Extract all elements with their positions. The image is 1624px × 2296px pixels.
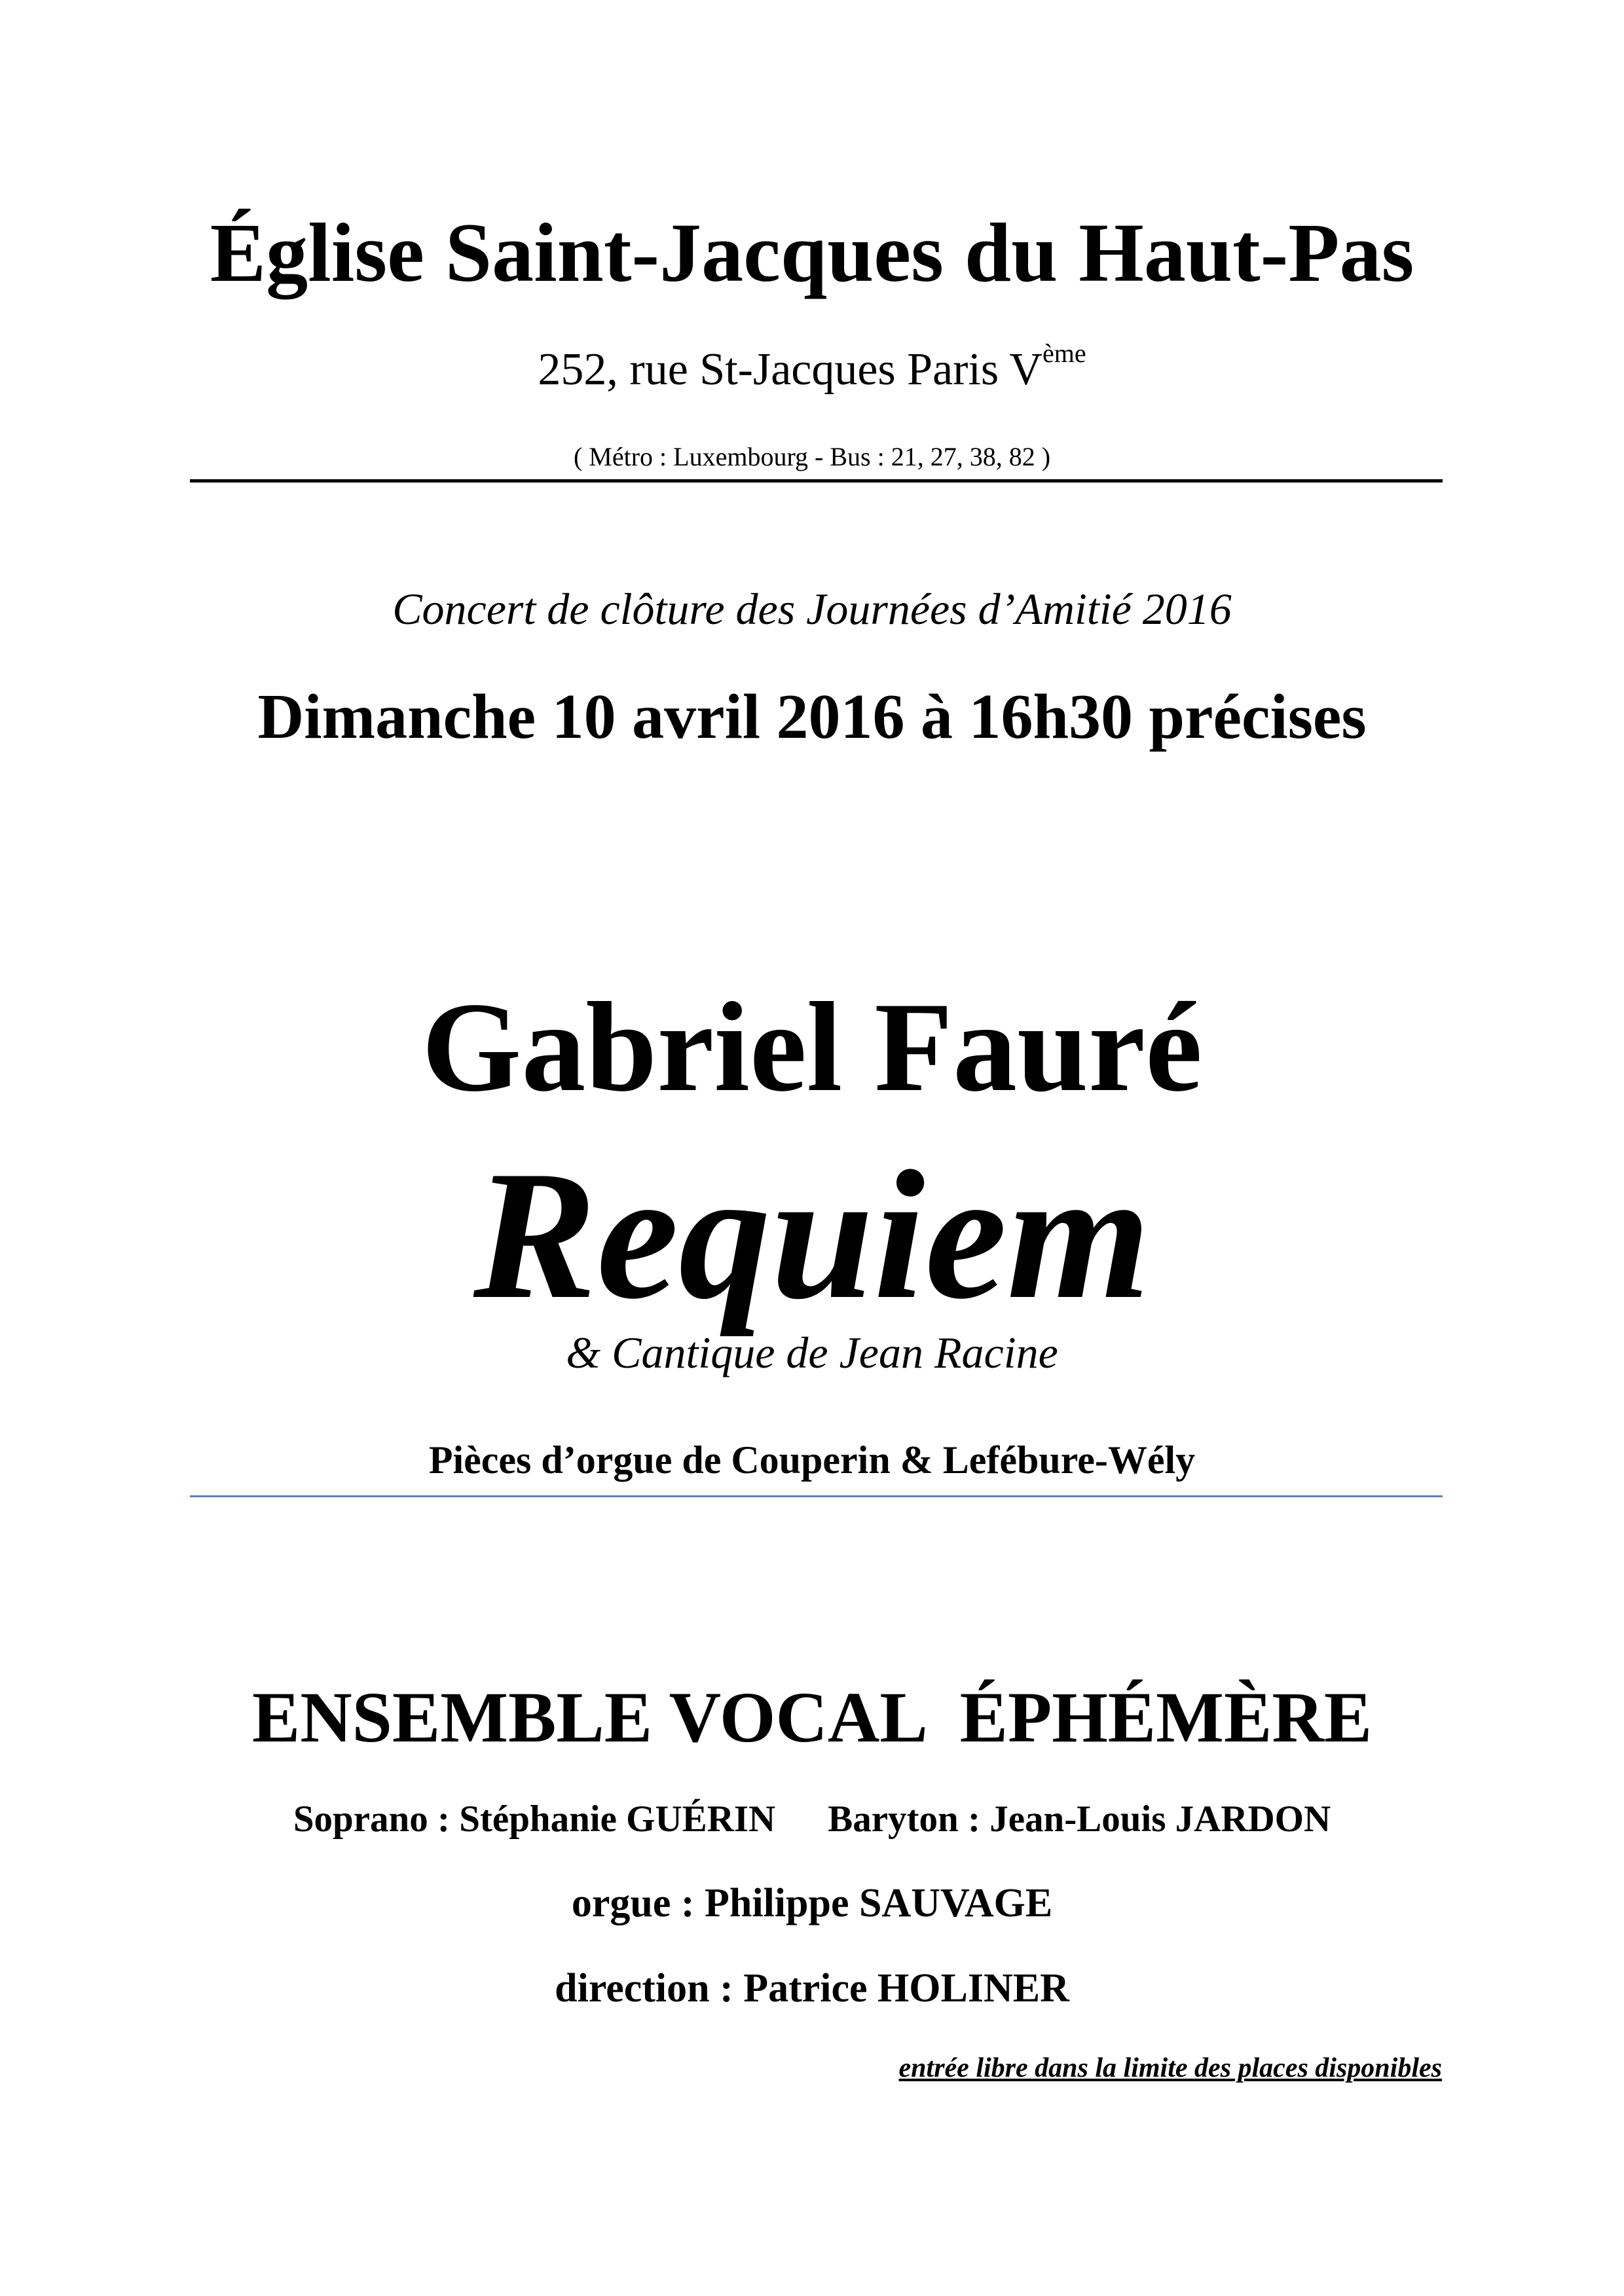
concert-date: Dimanche 10 avril 2016 à 16h30 précises	[257, 682, 1367, 752]
arrondissement-suffix: ème	[1042, 338, 1086, 368]
composer-name: Gabriel Fauré	[421, 976, 1203, 1118]
church-name: Église Saint-Jacques du Haut-Pas	[210, 206, 1414, 299]
program-divider	[190, 1495, 1443, 1497]
soprano-credit: Soprano : Stéphanie GUÉRIN	[293, 1798, 776, 1840]
transport-info: ( Métro : Luxembourg - Bus : 21, 27, 38, 82 )	[573, 442, 1051, 471]
companion-work: & Cantique de Jean Racine	[566, 1328, 1058, 1377]
organ-pieces: Pièces d’orgue de Couperin & Lefébure-Wély	[428, 1438, 1196, 1482]
baritone-credit: Baryton : Jean-Louis JARDON	[828, 1798, 1331, 1840]
admission-note: entrée libre dans la limite des places disponibles	[898, 2053, 1442, 2083]
organist-credit: orgue : Philippe SAUVAGE	[571, 1881, 1053, 1925]
venue-address	[0, 338, 1624, 395]
ensemble-name: ENSEMBLE VOCAL ÉPHÉMÈRE	[251, 1677, 1373, 1757]
work-title: Requiem	[473, 1133, 1151, 1337]
conductor-credit: direction : Patrice HOLINER	[555, 1966, 1069, 2011]
address-text: 252, rue St-Jacques Paris V	[538, 344, 1043, 395]
concert-occasion: Concert de clôture des Journées d’Amitié 2016	[392, 584, 1232, 634]
soloists-line	[0, 1800, 1624, 1838]
header-divider	[190, 479, 1443, 483]
